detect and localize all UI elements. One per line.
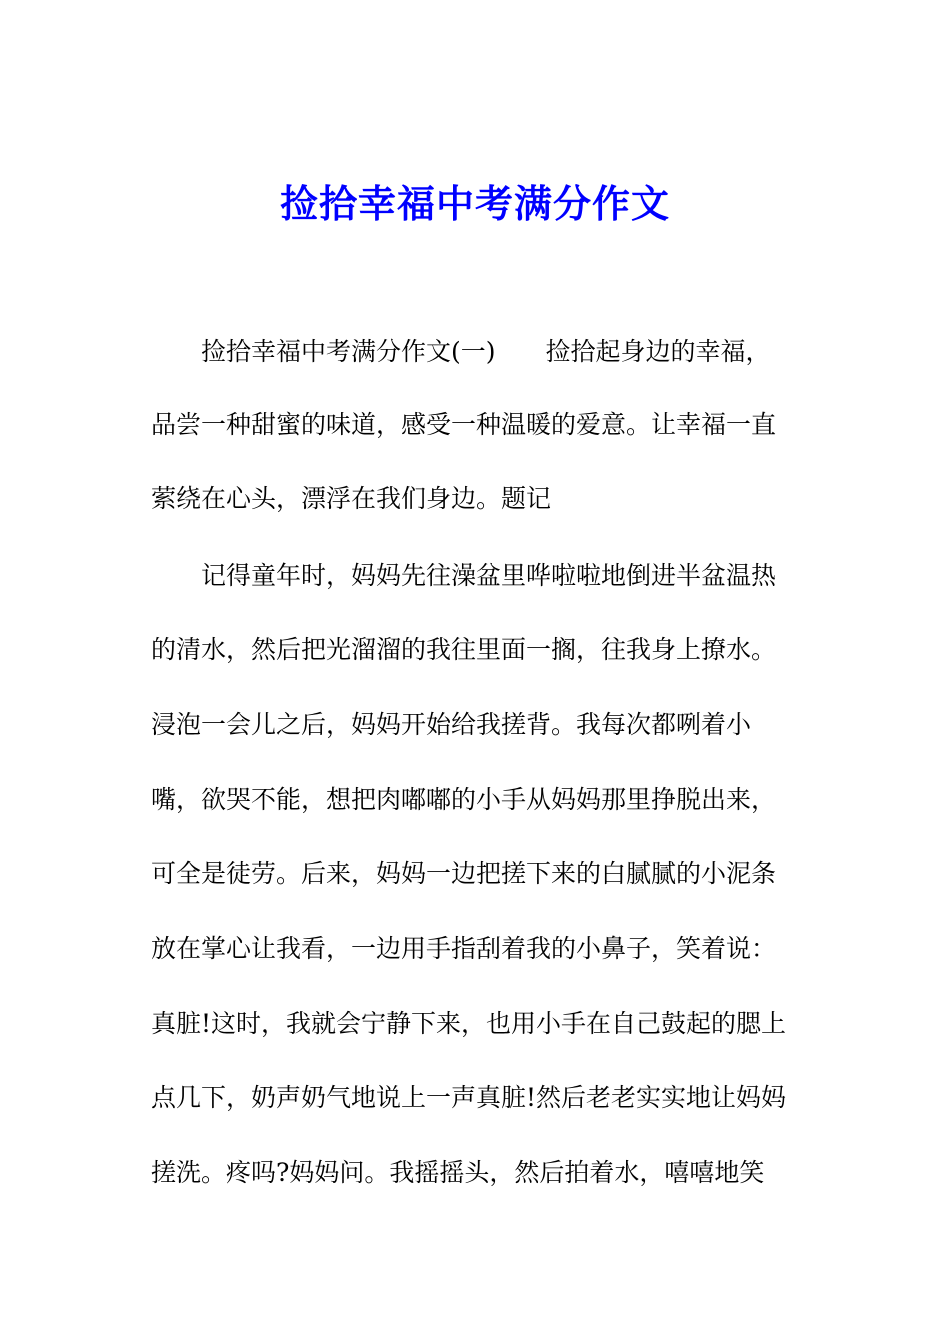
paragraph-line: 记得童年时，妈妈先往澡盆里哗啦啦地倒进半盆温热 bbox=[201, 561, 777, 590]
paragraph-line: 可全是徒劳。后来，妈妈一边把搓下来的白腻腻的小泥条 bbox=[151, 859, 777, 888]
paragraph-line: 萦绕在心头，漂浮在我们身边。题记 bbox=[151, 484, 552, 513]
paragraph-line: 捡拾幸福中考满分作文(一) 捡拾起身边的幸福， bbox=[201, 337, 771, 366]
paragraph-line: 搓洗。疼吗?妈妈问。我摇摇头，然后拍着水，嘻嘻地笑 bbox=[151, 1158, 765, 1187]
paragraph-line: 放在掌心让我看，一边用手指刮着我的小鼻子，笑着说： bbox=[151, 934, 777, 963]
document-title: 捡拾幸福中考满分作文 bbox=[279, 181, 670, 226]
paragraph-line: 浸泡一会儿之后，妈妈开始给我搓背。我每次都咧着小 bbox=[151, 710, 752, 739]
paragraph-line: 嘴，欲哭不能，想把肉嘟嘟的小手从妈妈那里挣脱出来， bbox=[151, 785, 777, 814]
paragraph-line: 真脏!这时，我就会宁静下来，也用小手在自己鼓起的腮上 bbox=[151, 1009, 787, 1038]
paragraph-line: 的清水，然后把光溜溜的我往里面一搁，往我身上撩水。 bbox=[151, 635, 777, 664]
paragraph-line: 品尝一种甜蜜的味道，感受一种温暖的爱意。让幸福一直 bbox=[151, 410, 777, 439]
paragraph-line: 点几下，奶声奶气地说上一声真脏!然后老老实实地让妈妈 bbox=[151, 1083, 787, 1112]
